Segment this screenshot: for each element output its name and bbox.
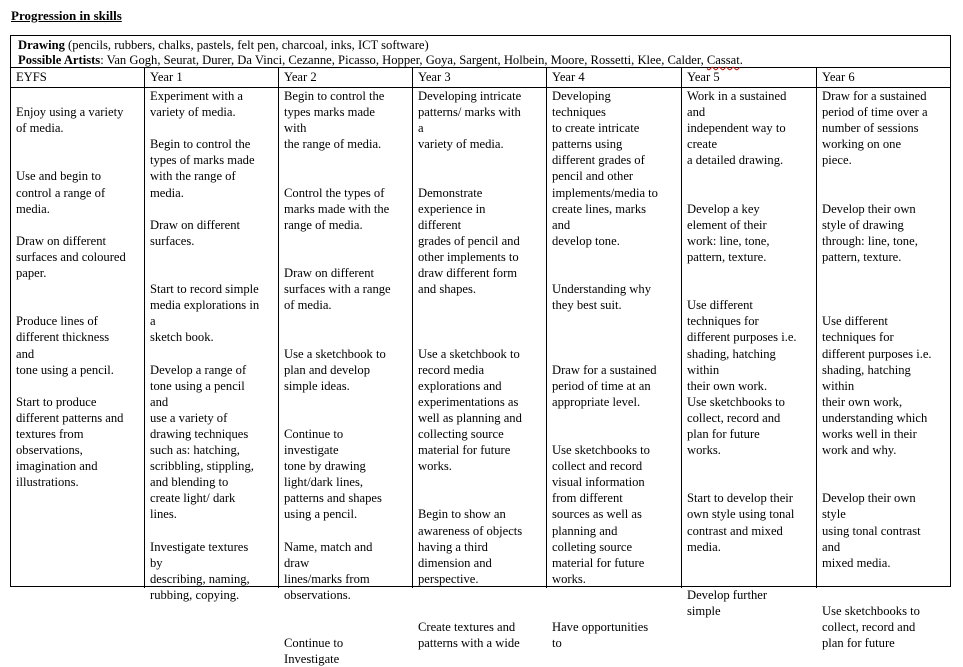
column-body-year-3: Developing intricate patterns/ marks with a variety of media. Demonstrate experience in different grades of pencil and other implements to draw different form and shapes. Use a sketchbook to record media explorations and experimentations as well as planning and collecting source material for future works. Begin to show an awareness of objects having a third dimension and perspective. Create textures and patterns with a wide	[413, 88, 547, 588]
column-header-year-3: Year 3	[413, 68, 547, 88]
artist-cassat: Cassat	[706, 53, 740, 67]
column-header-year-1: Year 1	[145, 68, 279, 88]
table-header-box	[11, 36, 950, 68]
column-body-year-2: Begin to control the types marks made with the range of media. Control the types of marks made with the range of media. Draw on different surfaces with a range of media. Use a sketchbook to plan and develop simple ideas. Continue to investigate tone by drawing light/dark lines, patterns and shapes using a pencil. Name, match and draw lines/marks from observations. Continue to Investigate	[279, 88, 413, 588]
artists-list: : Van Gogh, Seurat, Durer, Da Vinci, Cezanne, Picasso, Hopper, Goya, Sargent, Holbein, Moore, Rossetti, Klee, Calder,	[100, 53, 707, 67]
column-header-year-6: Year 6	[817, 68, 950, 88]
document-title: Progression in skills	[11, 8, 122, 23]
column-header-eyfs: EYFS	[11, 68, 145, 88]
column-header-year-2: Year 2	[279, 68, 413, 88]
column-body-year-1: Experiment with a variety of media. Begin to control the types of marks made with the range of media. Draw on different surfaces. Start to record simple media explorations in a sketch book. Develop a range of tone using a pencil and use a variety of drawing techniques such as: hatching, scribbling, stippling, and blending to create light/ dark lines. Investigate textures by describing, naming, rubbing, copying.	[145, 88, 279, 588]
possible-artists-line	[18, 52, 743, 68]
materials-list: (pencils, rubbers, chalks, pastels, felt pen, charcoal, inks, ICT software)	[64, 38, 429, 52]
artists-label: Possible Artists	[18, 53, 101, 67]
column-body-year-6: Draw for a sustained period of time over a number of sessions working on one piece. Develop their own style of drawing through: line, tone, pattern, texture. Use different techniques for different purposes i.e. shading, hatching within their own work, understanding which works well in their work and why. Develop their own style using tonal contrast and mixed media. Use sketchbooks to collect, record and plan for future	[822, 89, 932, 651]
column-body-year-5: Work in a sustained and independent way to create a detailed drawing. Develop a key element of their work: line, tone, pattern, texture. Use different techniques for different purposes i.e. shading, hatching within their own work. Use sketchbooks to collect, record and plan for future works. Start to develop their own style using tonal contrast and mixed media. Develop further simple	[682, 88, 817, 588]
column-header-year-5: Year 5	[682, 68, 817, 88]
artists-end: .	[739, 53, 743, 67]
column-body-eyfs: Enjoy using a variety of media. Use and begin to control a range of media. Draw on different surfaces and coloured paper. Produce lines of different thickness and tone using a pencil. Start to produce different patterns and textures from observations, imagination and illustrations.	[11, 88, 145, 588]
skills-table	[10, 35, 951, 667]
column-header-year-4: Year 4	[547, 68, 682, 88]
drawing-label: Drawing	[18, 38, 65, 52]
column-body-year-4: Developing techniques to create intricate patterns using different grades of pencil and other implements/media to create lines, marks and develop tone. Understanding why they best suit. Draw for a sustained period of time at an appropriate level. Use sketchbooks to collect and record visual information from different sources as well as planning and colleting source material for future works. Have opportunities to	[547, 88, 682, 588]
drawing-materials-line	[18, 37, 429, 53]
